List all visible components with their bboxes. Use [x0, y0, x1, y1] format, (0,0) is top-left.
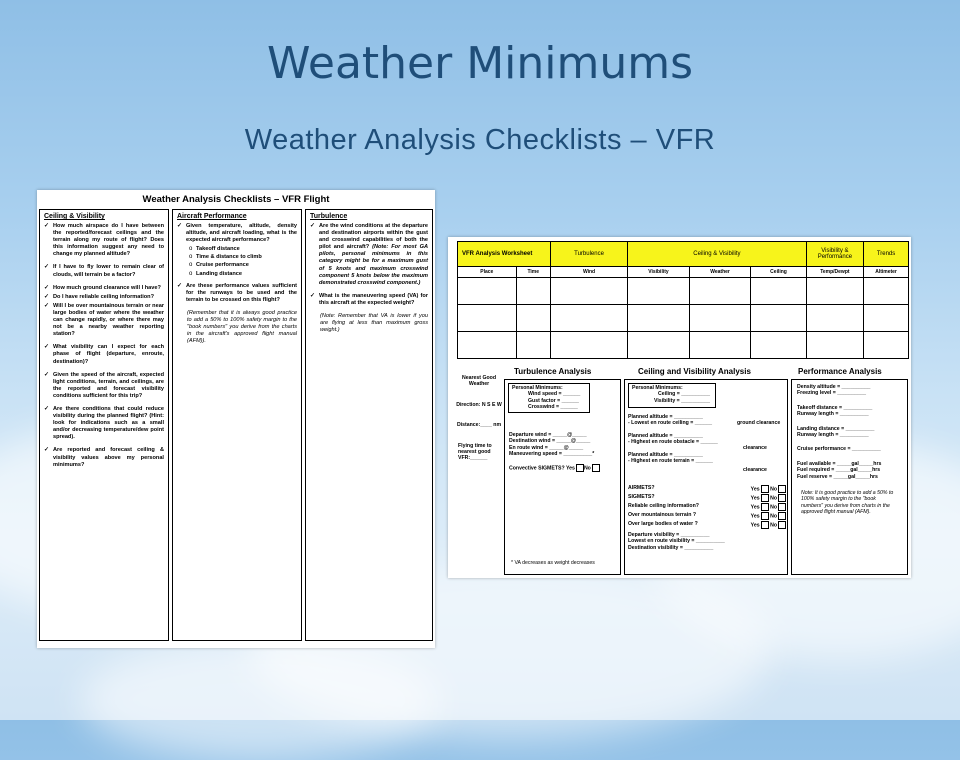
yes-checkbox[interactable]	[761, 494, 769, 502]
runway-length-field: Runway length = __________	[797, 411, 869, 418]
no-label: No	[770, 513, 777, 520]
question-row	[628, 512, 786, 520]
ceiling-visibility-analysis-box	[624, 379, 788, 575]
ceiling-visibility-analysis-title: Ceiling and Visibility Analysis	[638, 367, 751, 376]
fuel-reserve-field: Fuel reserve = _____gal_____hrs	[797, 473, 878, 480]
minimums-label: Personal Minimums:	[512, 385, 563, 391]
column-header: Place	[458, 267, 517, 278]
no-label: No	[770, 504, 777, 511]
safety-margin-note: (Remember that it is always good practice to add a 50% to 100% safety margin to the "book numbers" you derive from the charts in the aircraft's approved flight manual (AFM)).	[187, 309, 297, 344]
turbulence-analysis-title: Turbulence Analysis	[514, 367, 592, 376]
worksheet-title: VFR Analysis Worksheet	[458, 242, 551, 267]
turbulence-column	[305, 209, 433, 641]
cv-altitude-fields	[628, 414, 718, 464]
group-ceiling-visibility: Ceiling & Visibility	[628, 242, 807, 267]
planned-altitude-field: Planned altitude = __________	[628, 432, 703, 439]
checklist-item: ✓ Are these performance values sufficient for the runways to be used and the terrain to be crossed on this flight?	[177, 283, 297, 304]
distance-label: Distance:____ nm	[456, 422, 502, 429]
yes-checkbox[interactable]	[761, 503, 769, 511]
question-label: SIGMETS?	[628, 494, 655, 500]
table-row	[458, 278, 909, 305]
minimums-label: Personal Minimums:	[632, 385, 683, 391]
no-checkbox[interactable]	[778, 494, 786, 502]
clearance-label: clearance	[743, 467, 767, 473]
fuel-required-field: Fuel required = _____gal_____hrs	[797, 467, 881, 474]
vfr-checklist-document	[37, 190, 435, 648]
convective-label: Convective SIGMETS? Yes	[509, 465, 575, 471]
column-header: Ceiling	[751, 267, 806, 278]
departure-wind-field: Departure wind = _____@_____	[509, 432, 587, 438]
turbulence-heading: Turbulence	[310, 213, 348, 220]
visibility-field: Visibility = __________	[654, 397, 711, 404]
turbulence-wind-item: Are the wind conditions at the departure and destination airports within the gust and crosswind capabilities of both the pilot and aircraft?	[319, 223, 428, 251]
direction-label: Direction: N S E W	[456, 401, 502, 408]
column-header: Time	[516, 267, 550, 278]
nearest-good-weather	[454, 375, 504, 462]
maneuvering-speed-note: (Note: Remember that VA is lower if you are flying at less than maximum gross weight.)	[320, 313, 428, 334]
highest-terrain-field: - Highest en route terrain = ______	[628, 458, 713, 465]
question-label: Over large bodies of water ?	[628, 521, 698, 527]
convective-sigmets-row	[509, 464, 600, 472]
gust-factor-field: Gust factor = ______	[528, 397, 579, 404]
enroute-visibility-field: Lowest en route visibility = __________	[628, 538, 725, 545]
checklist-item: ✓ How much airspace do I have between the reported/forecast ceilings and the terrain along my route of flight? Does this information suggest any need to change my planned altitude?	[44, 223, 164, 258]
group-trends: Trends	[864, 242, 909, 267]
column-header: Weather	[689, 267, 751, 278]
turbulence-wind-note: (Note: For most GA pilots, personal minimums in this category might be for a maximum gust of 5 knots and maximum crosswind component 5 knots below the maximum demonstrated crosswind component.)	[319, 244, 428, 286]
worksheet-table	[457, 241, 909, 359]
enroute-wind-field: En route wind = _____@_____	[509, 444, 584, 451]
group-turbulence: Turbulence	[550, 242, 627, 267]
column-header: Temp/Dewpt	[806, 267, 863, 278]
performance-fields	[797, 384, 902, 516]
no-checkbox[interactable]	[778, 512, 786, 520]
density-altitude-field: Density altitude = __________	[797, 384, 871, 390]
ceiling-field: Ceiling = __________	[658, 391, 711, 398]
freezing-level-field: Freezing level = __________	[797, 390, 867, 397]
flying-time-label: Flying time to nearest good VFR:______	[458, 442, 492, 462]
no-checkbox[interactable]	[778, 485, 786, 493]
aircraft-performance-column	[172, 209, 302, 641]
yes-checkbox[interactable]	[761, 485, 769, 493]
checklist-item: ✓ Given the speed of the aircraft, expected light conditions, terrain, and ceilings, are the reported and forecast visibility conditions sufficient for this trip?	[44, 372, 164, 400]
checklist-item: ✓ What is the maneuvering speed (VA) for this aircraft at the expected weight?	[310, 293, 428, 307]
sub-item: o Landing distance	[189, 271, 297, 278]
no-label: No	[770, 495, 777, 502]
question-label: AIRMETS?	[628, 485, 655, 491]
slide-title: Weather Minimums	[266, 38, 694, 89]
aircraft-performance-heading: Aircraft Performance	[177, 213, 247, 220]
yes-label: Yes	[750, 504, 760, 511]
ceiling-visibility-heading: Ceiling & Visibility	[44, 213, 105, 220]
checklist-item: ✓ Given temperature, altitude, density altitude, and aircraft loading, what is the expected aircraft performance?	[177, 223, 297, 244]
yes-label: Yes	[750, 495, 760, 502]
fuel-available-field: Fuel available = _____gal_____hrs	[797, 460, 882, 467]
yes-checkbox[interactable]	[576, 464, 584, 472]
no-checkbox[interactable]	[592, 464, 600, 472]
va-note: * VA decreases as weight decreases	[511, 560, 595, 566]
checklist-item: ✓ If I have to fly lower to remain clear of clouds, will terrain be a factor?	[44, 264, 164, 278]
question-row	[628, 521, 786, 529]
column-header: Altimeter	[864, 267, 909, 278]
no-checkbox[interactable]	[778, 503, 786, 511]
turbulence-personal-minimums	[508, 383, 590, 413]
checklist-item: ✓ Will I be over mountainous terrain or near large bodies of water where the weather can change rapidly, or where there may not be a nearby weather reporting station?	[44, 303, 164, 338]
slide-subtitle: Weather Analysis Checklists – VFR	[244, 124, 716, 156]
vfr-analysis-worksheet	[448, 237, 911, 578]
departure-visibility-field: Departure visibility = __________	[628, 532, 710, 538]
takeoff-distance-field: Takeoff distance = __________	[797, 404, 873, 411]
destination-wind-field: Destination wind = _____@_____	[509, 438, 591, 445]
checklist-item: ✓ What visibility can I expect for each phase of flight (departure, enroute, destination)?	[44, 344, 164, 365]
checklist-item: ✓ Are reported and forecast ceiling & visibility values above my personal minimums?	[44, 447, 164, 468]
planned-altitude-field: Planned altitude = __________	[628, 414, 703, 420]
yes-checkbox[interactable]	[761, 512, 769, 520]
checklist-item: ✓ Are there conditions that could reduce visibility during the planned flight? (Hint: look for indications such as a small and/or decreasing temperature/dew point spread).	[44, 406, 164, 441]
checklist-item: ✓ Do I have reliable ceiling information?	[44, 294, 164, 301]
performance-analysis-title: Performance Analysis	[798, 367, 882, 376]
performance-analysis-box	[791, 379, 908, 575]
group-visibility-performance: Visibility & Performance	[806, 242, 863, 267]
cv-questions	[628, 485, 786, 551]
column-header: Wind	[550, 267, 627, 278]
highest-obstacle-field: - Highest en route obstacle = ______	[628, 439, 718, 446]
question-label: Reliable ceiling information?	[628, 503, 699, 509]
question-row	[628, 494, 786, 502]
cv-personal-minimums	[628, 383, 716, 408]
yes-checkbox[interactable]	[761, 521, 769, 529]
performance-note: Note: It is good practice to add a 50% to 100% safety margin to the "book numbers" you derive from charts in the approved flight manual (AFM).	[801, 490, 894, 516]
clearance-label: clearance	[743, 445, 767, 451]
question-row	[628, 503, 786, 511]
planned-altitude-field: Planned altitude = __________	[628, 451, 703, 458]
checklist-item	[310, 223, 428, 287]
question-label: Over mountainous terrain ?	[628, 512, 697, 518]
no-checkbox[interactable]	[778, 521, 786, 529]
no-label: No	[583, 465, 591, 471]
ceiling-visibility-column	[39, 209, 169, 641]
ground-clearance-label: ground clearance	[737, 420, 781, 426]
destination-visibility-field: Destination visibility = __________	[628, 544, 714, 551]
question-row	[628, 485, 786, 493]
checklist-title: Weather Analysis Checklists – VFR Flight	[142, 194, 330, 205]
wind-speed-field: Wind speed = ______	[528, 391, 581, 398]
sub-item: o Cruise performance	[189, 262, 297, 269]
yes-label: Yes	[750, 513, 760, 520]
runway-length-field: Runway length = __________	[797, 432, 869, 439]
sub-item: o Takeoff distance	[189, 246, 297, 253]
no-label: No	[770, 486, 777, 493]
crosswind-field: Crosswind = ______	[528, 404, 578, 411]
no-label: No	[770, 522, 777, 529]
turbulence-fields	[509, 432, 600, 472]
cruise-performance-field: Cruise performance = __________	[797, 446, 881, 453]
yes-label: Yes	[750, 486, 760, 493]
table-row	[458, 332, 909, 359]
turbulence-analysis-box	[504, 379, 621, 575]
yes-label: Yes	[750, 522, 760, 529]
sub-item: o Time & distance to climb	[189, 254, 297, 261]
checklist-item: ✓ How much ground clearance will I have?	[44, 285, 164, 292]
maneuvering-speed-field: Maneuvering speed = __________*	[509, 451, 595, 458]
lowest-ceiling-field: - Lowest en route ceiling = ______	[628, 420, 713, 427]
column-header: Visibility	[628, 267, 690, 278]
landing-distance-field: Landing distance = __________	[797, 425, 875, 432]
nearest-label: Nearest Good Weather	[461, 375, 496, 388]
table-row	[458, 305, 909, 332]
